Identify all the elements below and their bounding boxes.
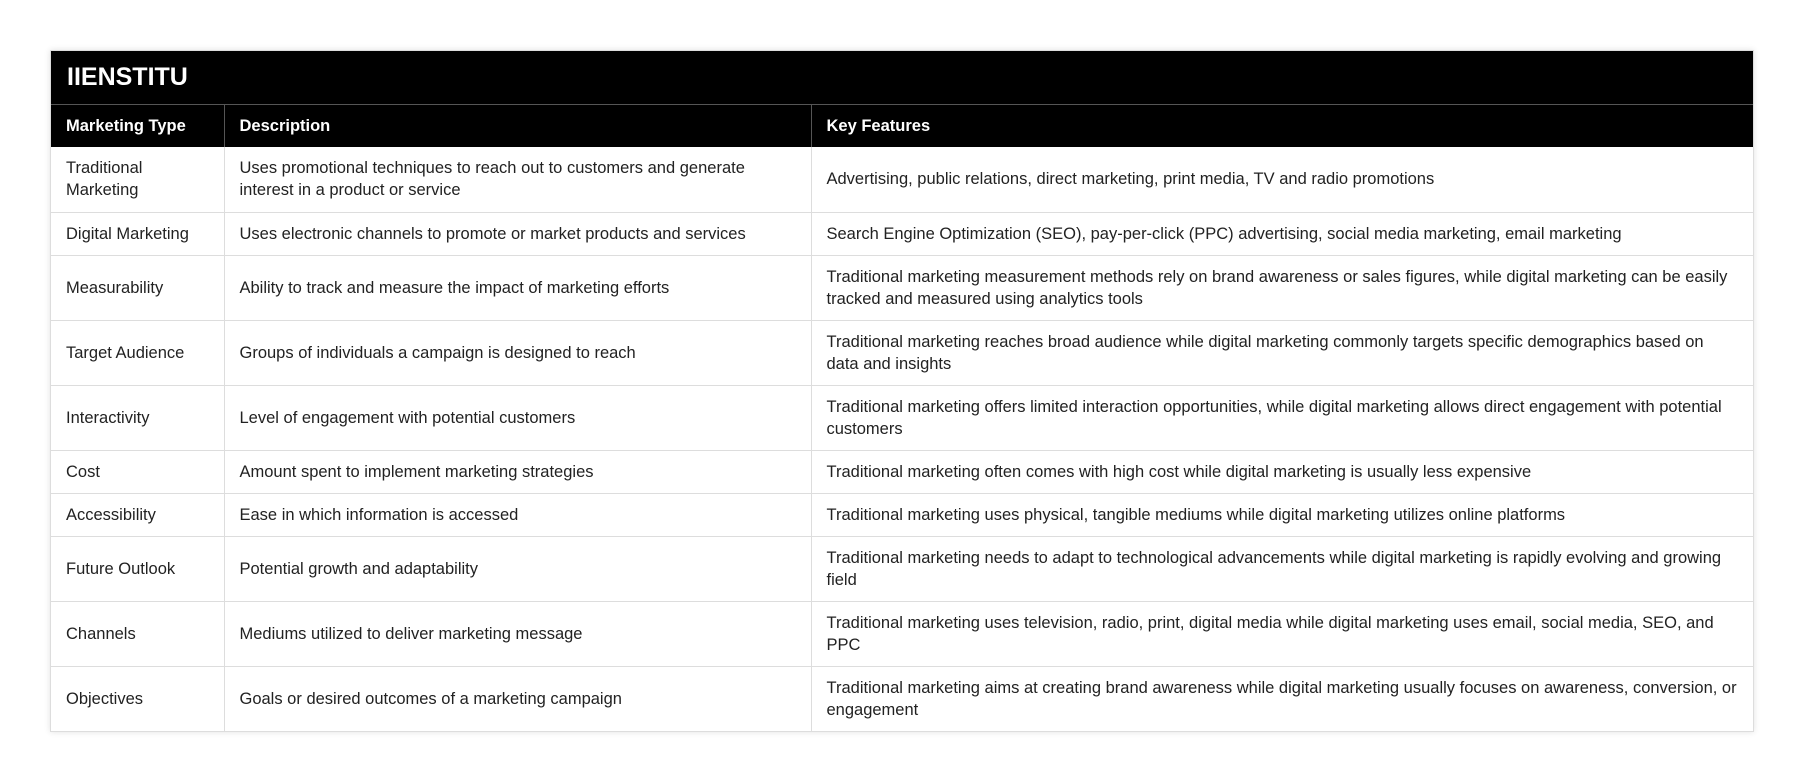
cell-key-features: Traditional marketing uses television, radio, print, digital media while digital marketing uses email, social media, SEO, and PPC (811, 601, 1753, 666)
cell-marketing-type: Accessibility (51, 493, 224, 536)
cell-key-features: Traditional marketing aims at creating brand awareness while digital marketing usually focuses on awareness, conversion, or engagement (826, 678, 1737, 719)
cell-description: Groups of individuals a campaign is designed to reach (224, 320, 811, 385)
table-row (51, 212, 1753, 255)
table-row (51, 320, 1753, 385)
cell-marketing-type: Measurability (51, 255, 224, 320)
cell-description: Amount spent to implement marketing strategies (224, 450, 811, 493)
cell-key-features: Traditional marketing often comes with high cost while digital marketing is usually less expensive (811, 450, 1753, 493)
cell-key-features: Traditional marketing measurement methods rely on brand awareness or sales figures, while digital marketing can be easily tracked and measured using analytics tools (811, 255, 1753, 320)
cell-marketing-type: Digital Marketing (51, 212, 224, 255)
table-row (51, 385, 1753, 450)
cell-marketing-type: Interactivity (51, 385, 224, 450)
table-title: IIENSTITU (51, 51, 1753, 105)
cell-marketing-type: Traditional Marketing (51, 147, 224, 212)
cell-description: Uses electronic channels to promote or market products and services (224, 212, 811, 255)
cell-key-features: Search Engine Optimization (SEO), pay-per-click (PPC) advertising, social media marketing, email marketing (811, 212, 1753, 255)
table-row (51, 666, 1753, 731)
cell-description: Uses promotional techniques to reach out to customers and generate interest in a product or service (224, 147, 811, 212)
cell-description: Goals or desired outcomes of a marketing campaign (224, 666, 811, 731)
cell-description: Mediums utilized to deliver marketing message (224, 601, 811, 666)
cell-description: Level of engagement with potential customers (224, 385, 811, 450)
table-row (51, 601, 1753, 666)
table-row (51, 255, 1753, 320)
cell-key-features: Traditional marketing reaches broad audience while digital marketing commonly targets specific demographics based on data and insights (811, 320, 1753, 385)
cell-description: Potential growth and adaptability (224, 536, 811, 601)
column-header-key-features: Key Features (811, 105, 1753, 147)
cell-key-features: Traditional marketing needs to adapt to technological advancements while digital marketing is rapidly evolving and growing field (811, 536, 1753, 601)
cell-key-features: Traditional marketing uses physical, tangible mediums while digital marketing utilizes online platforms (811, 493, 1753, 536)
table-row (51, 450, 1753, 493)
table-row (51, 536, 1753, 601)
cell-marketing-type: Objectives (51, 666, 224, 731)
cell-description: Ease in which information is accessed (224, 493, 811, 536)
cell-marketing-type: Channels (51, 601, 224, 666)
comparison-table-card (50, 50, 1754, 732)
table-row (51, 147, 1753, 212)
cell-key-features: Advertising, public relations, direct marketing, print media, TV and radio promotions (811, 147, 1753, 212)
table-header-row (51, 105, 1753, 147)
cell-marketing-type: Cost (51, 450, 224, 493)
column-header-description: Description (224, 105, 811, 147)
table-row (51, 493, 1753, 536)
cell-description: Ability to track and measure the impact of marketing efforts (224, 255, 811, 320)
cell-key-features: Traditional marketing offers limited interaction opportunities, while digital marketing allows direct engagement with potential customers (811, 385, 1753, 450)
column-header-marketing-type: Marketing Type (51, 105, 224, 147)
cell-marketing-type: Target Audience (51, 320, 224, 385)
cell-marketing-type: Future Outlook (51, 536, 224, 601)
comparison-table (51, 105, 1753, 731)
